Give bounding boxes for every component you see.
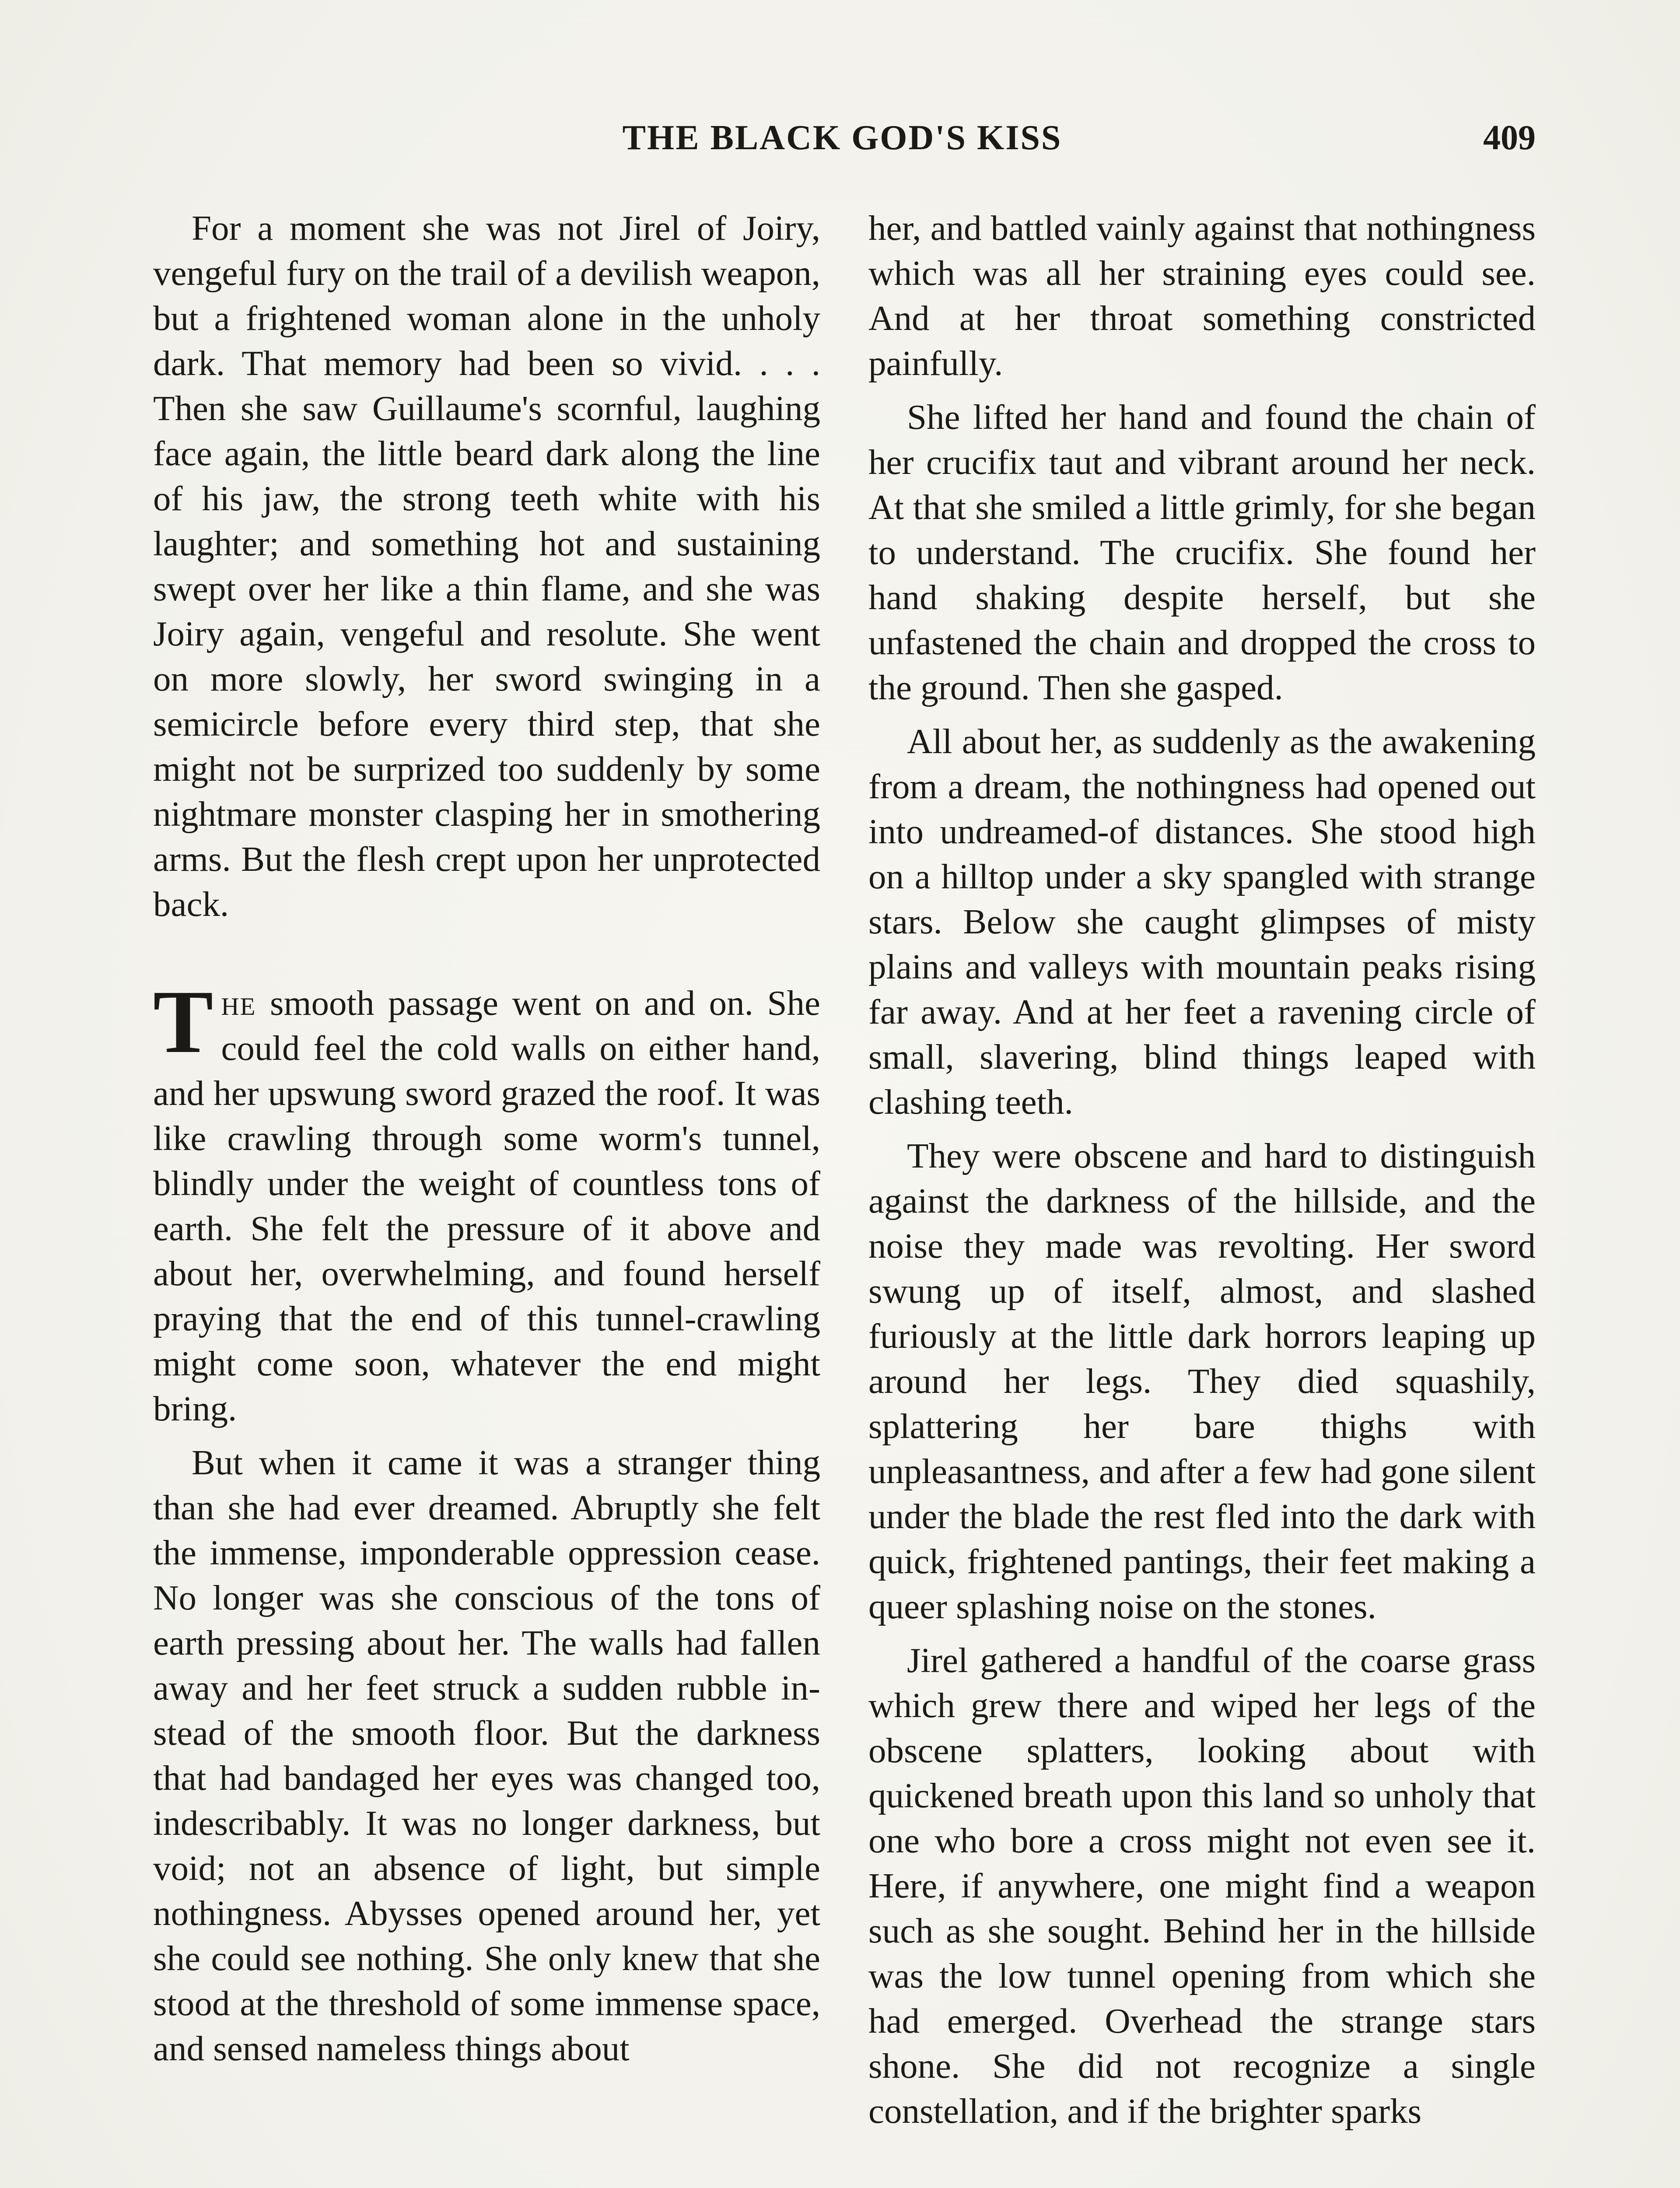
paragraph: She lifted her hand and found the chain of her crucifix taut and vibrant around her neck. At that she smiled a little grimly, for she began to understand. The crucifix. She found her hand shaking despite herself, but she unfastened the chain and dropped the cross to the ground. Then she gasped.: [868, 397, 1536, 707]
section-break: [153, 936, 820, 981]
paragraph: For a moment she was not Jirel of Joiry, vengeful fury on the trail of a devilish weapon, but a frightened woman alone in the unholy dark. That memory had been so vivid. . . . Then she saw Guillaume's scornful, laughing face again, the little beard dark along the line of his jaw, the strong teeth white with his laughter; and something hot and sustaining swept over her like a thin flame, and she was Joiry again, vengeful and resolute. She went on more slowly, her sword swinging in a semicircle before every third step, that she might not be surprized too suddenly by some nightmare monster clasping her in smothering arms. But the flesh crept upon her unprotected back.: [153, 208, 820, 924]
paragraph: All about her, as suddenly as the awakening from a dream, the nothingness had opened out into undreamed-of distances. She stood high on a hilltop under a sky spangled with strange stars. Below she caught glimpses of misty plains and valleys with mountain peaks rising far away. And at her feet a ravening circle of small, slavering, blind things leaped with clashing teeth.: [868, 722, 1536, 1122]
paragraph: her, and battled vainly against that nothingness which was all her straining eyes could see. And at her throat something constricted painfully.: [868, 208, 1536, 383]
right-column: [868, 206, 1536, 2142]
page-number: 409: [1483, 119, 1536, 157]
drop-cap: T: [153, 971, 214, 1072]
page-header: [149, 118, 1536, 171]
small-caps-lead: he: [221, 983, 256, 1023]
paragraph-text: smooth passage went on and on. She could feel the cold walls on either hand, and her upswung sword grazed the roof. It was like crawling through some worm's tunnel, blindly under the weight of countless tons of earth. She felt the pressure of it above and about her, overwhelming, and found herself praying that the end of this tunnel-crawling might come soon, whatever the end might bring.: [153, 983, 820, 1428]
paragraph: But when it came it was a stranger thing than she had ever dreamed. Abruptly she felt the immense, imponderable oppression cease. No longer was she conscious of the tons of earth pressing about her. The walls had fallen away and her feet struck a sudden rubble instead of the smooth floor. But the darkness that had bandaged her eyes was changed too, indescribably. It was no longer darkness, but void; not an absence of light, but simple nothingness. Abysses opened around her, yet she could see nothing. She only knew that she stood at the threshold of some immense space, and sensed nameless things about: [153, 1443, 820, 2068]
paragraph: Jirel gathered a handful of the coarse grass which grew there and wiped her legs of the obscene splatters, looking about with quickened breath upon this land so unholy that one who bore a cross might not even see it. Here, if anywhere, one might find a weapon such as she sought. Behind her in the hillside was the low tunnel opening from which she had emerged. Overhead the strange stars shone. She did not recognize a single constellation, and if the brighter sparks: [868, 1641, 1536, 2131]
left-column: [153, 206, 820, 2080]
paragraph-dropcap: [153, 971, 820, 1431]
paragraph: They were obscene and hard to distinguish against the darkness of the hillside, and the noise they made was revolting. Her sword swung up of itself, almost, and slashed furiously at the little dark horrors leaping up around her legs. They died squashily, splattering her bare thighs with unpleasantness, and after a few had gone silent under the blade the rest fled into the dark with quick, frightened pantings, their feet making a queer splashing noise on the stones.: [868, 1136, 1536, 1626]
running-title: THE BLACK GOD'S KISS: [622, 119, 1062, 157]
